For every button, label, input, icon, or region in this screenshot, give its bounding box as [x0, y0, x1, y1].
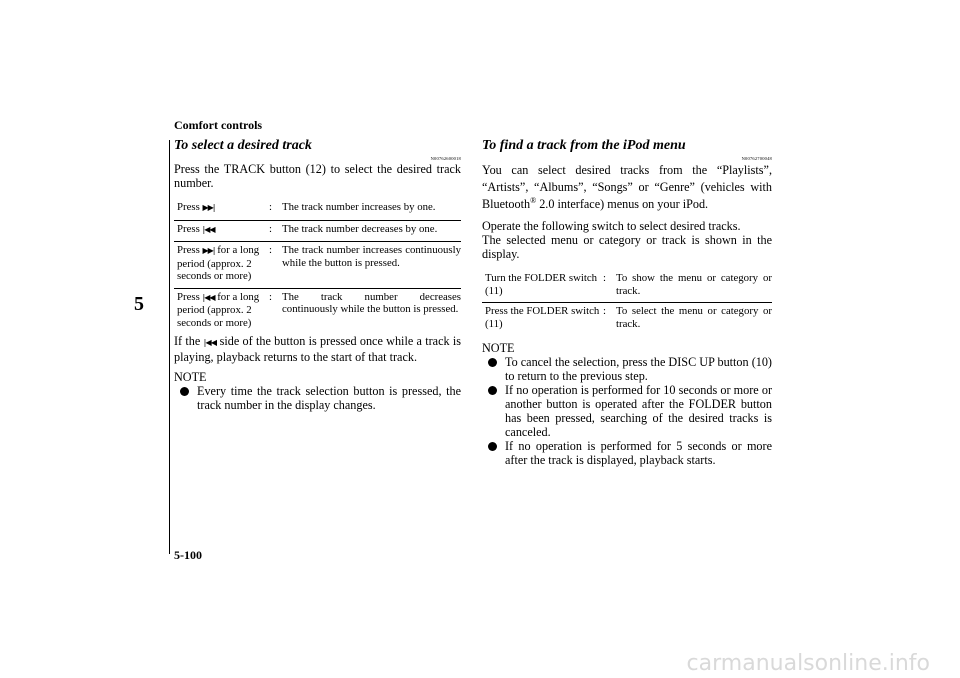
page-number: 5-100	[174, 548, 202, 562]
table-row	[482, 270, 772, 303]
note-list	[482, 355, 772, 467]
bullet-icon	[488, 358, 497, 367]
section-header: Comfort controls	[174, 118, 263, 132]
action-cell: Press ▶▶| for a long period (approx. 2 seconds or more)	[174, 242, 269, 289]
result-cell: To show the menu or category or track.	[616, 272, 772, 297]
chapter-number: 5	[134, 293, 144, 315]
bullet-icon	[488, 442, 497, 451]
separator: :	[269, 288, 279, 334]
result-cell: The track number decreases by one.	[279, 220, 461, 242]
next-track-icon: ▶▶|	[202, 203, 215, 212]
reference-code: N00762600018	[430, 156, 461, 161]
result-cell: The track number decreases continuously while the button is pressed.	[279, 288, 461, 334]
section-title: To find a track from the iPod menu	[482, 138, 686, 153]
action-cell: Press |◀◀ for a long period (approx. 2 seconds or more)	[174, 288, 269, 334]
note-item: Every time the track selection button is pressed, the track number in the display changes.	[174, 384, 461, 412]
table-row	[482, 303, 772, 336]
table-row	[174, 220, 461, 242]
note-item: If no operation is performed for 5 seconds or more after the track is displayed, playback starts.	[482, 439, 772, 467]
separator: :	[269, 242, 279, 289]
note-item: If no operation is performed for 10 seconds or more or another button is operated after the FOLDER button has been pressed, searching of the desired tracks is canceled.	[482, 383, 772, 439]
result-cell: The track number increases by one.	[282, 201, 436, 213]
note-item: To cancel the selection, press the DISC UP button (10) to return to the previous step.	[482, 355, 772, 383]
separator: :	[603, 272, 606, 284]
note-label: NOTE	[174, 370, 207, 384]
intro-text: Press the TRACK button (12) to select the desired track number.	[174, 162, 461, 190]
separator: :	[603, 303, 613, 336]
section-title: To select a desired track	[174, 138, 312, 153]
action-cell: Press ▶▶|	[177, 201, 215, 213]
operation-table	[482, 270, 772, 335]
watermark: carmanualsonline.info	[686, 651, 930, 676]
previous-track-icon: |◀◀	[202, 224, 215, 234]
action-cell: Press the FOLDER switch (11)	[482, 303, 603, 336]
bullet-icon	[180, 387, 189, 396]
table-row	[174, 199, 461, 220]
action-cell: Turn the FOLDER switch (11)	[485, 272, 598, 297]
separator: :	[269, 201, 272, 213]
right-column	[482, 138, 772, 467]
left-column	[174, 138, 461, 412]
operation-table	[174, 199, 461, 334]
action-cell: Press |◀◀	[174, 220, 269, 242]
reference-code: N00762700048	[741, 156, 772, 161]
previous-track-icon: |◀◀	[202, 292, 215, 302]
display-text: The selected menu or category or track is shown in the display.	[482, 233, 772, 261]
table-row	[174, 288, 461, 334]
result-cell: The track number increases continuously while the button is pressed.	[279, 242, 461, 289]
next-track-icon: ▶▶|	[202, 246, 215, 255]
separator: :	[269, 220, 279, 242]
bullet-icon	[488, 386, 497, 395]
note-label: NOTE	[482, 341, 515, 355]
previous-track-icon: |◀◀	[203, 338, 217, 347]
operate-text: Operate the following switch to select desired tracks.	[482, 219, 741, 233]
intro-text: You can select desired tracks from the “Playlists”, “Artists”, “Albums”, “Songs” or “Genre” (vehicles with Bluetooth® 2.0 interface) menus on your iPod.	[482, 163, 772, 211]
table-row	[174, 242, 461, 289]
chapter-divider	[169, 140, 170, 554]
after-text: If the |◀◀ side of the button is pressed once while a track is playing, playback returns to the start of that track.	[174, 334, 462, 364]
note-list	[174, 384, 461, 412]
result-cell: To select the menu or category or track.	[613, 303, 772, 336]
